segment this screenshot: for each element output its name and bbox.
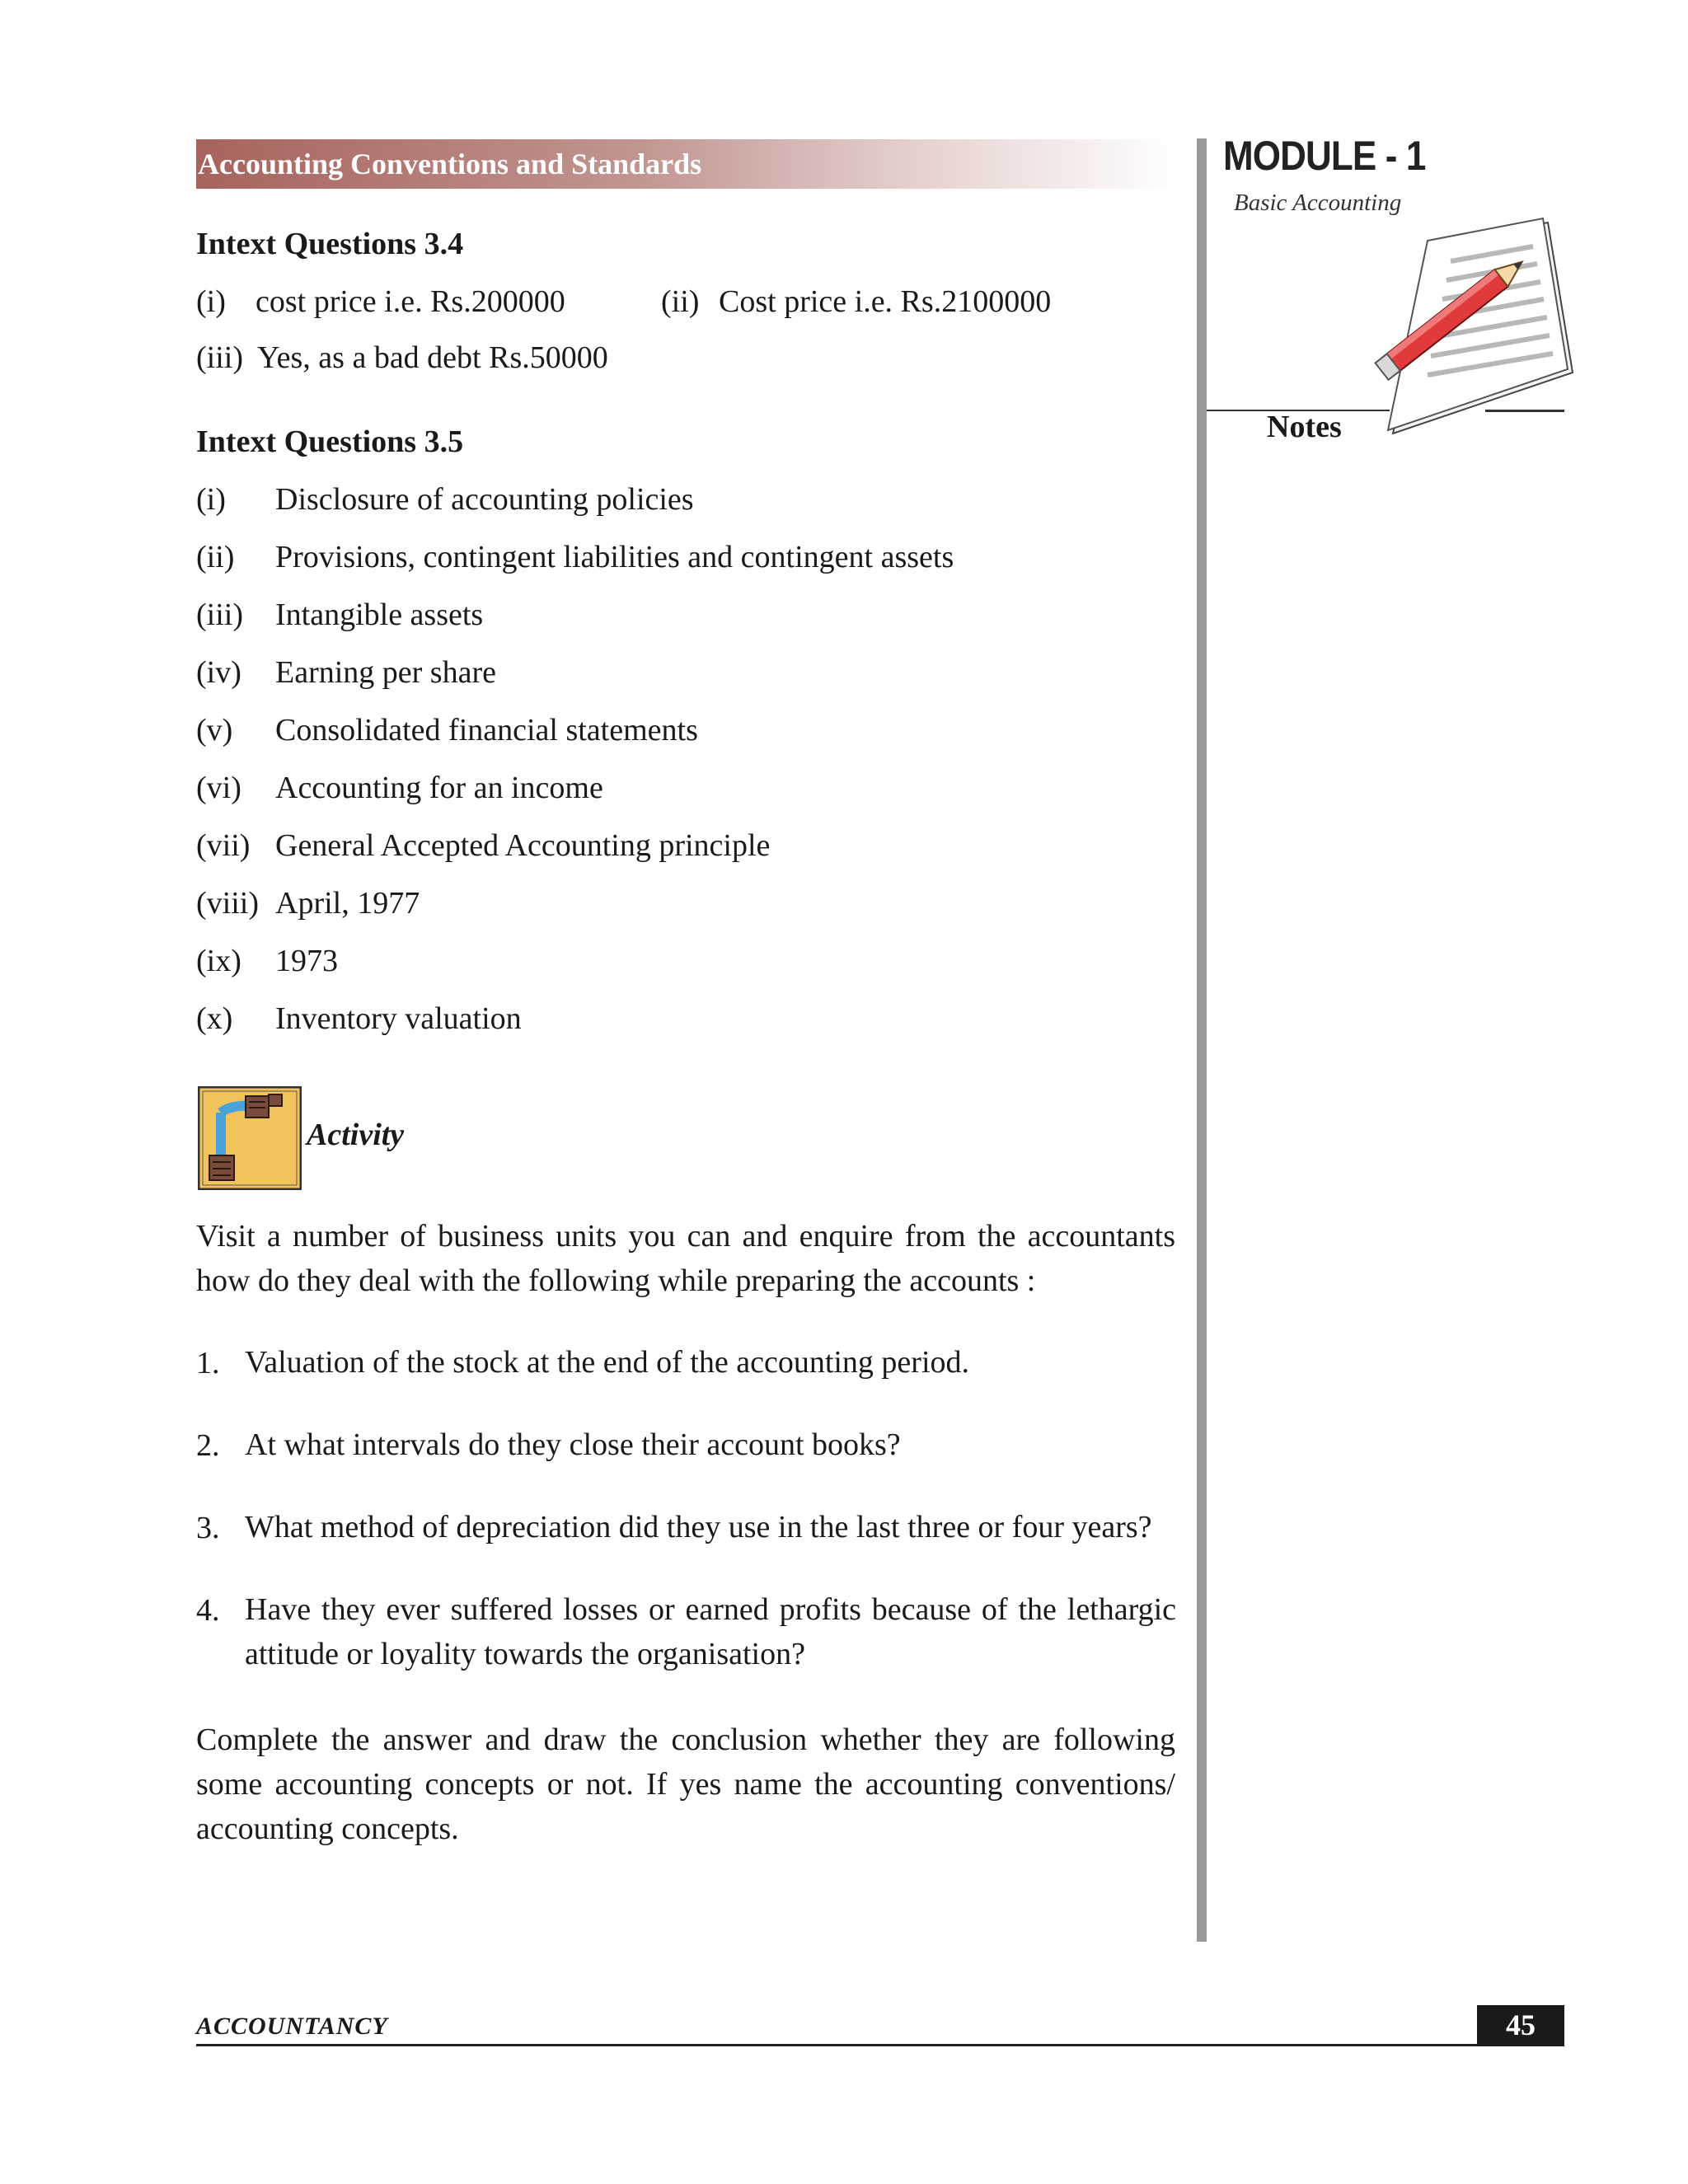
list-item-number: (i) — [196, 284, 226, 319]
list-item-text: Disclosure of accounting policies — [275, 482, 694, 517]
list-item-number: (vii) — [196, 828, 251, 863]
list-item-text: Provisions, contingent liabilities and contingent assets — [275, 540, 954, 574]
list-item-text: Inventory valuation — [275, 1001, 522, 1036]
module-subtitle: Basic Accounting — [1234, 190, 1402, 216]
list-item-number: (x) — [196, 1001, 233, 1036]
list-item-number: (i) — [196, 482, 226, 517]
activity-intro: Visit a number of business units you can and enquire from the accountants how do they deal with the following while preparing the accounts : — [196, 1219, 1175, 1298]
activity-conclusion: Complete the answer and draw the conclusion whether they are following some accounting concepts or not. If yes name the accounting conventions/ accounting concepts. — [196, 1722, 1175, 1846]
list-item-text: General Accepted Accounting principle — [275, 828, 771, 863]
footer-title: ACCOUNTANCY — [196, 2013, 388, 2040]
list-item-number: (v) — [196, 713, 233, 748]
list-item-number: 3. — [196, 1511, 220, 1545]
footer-rule — [196, 2044, 1564, 2046]
margin-divider — [1197, 138, 1207, 1942]
hand-pointing-icon — [198, 1086, 302, 1190]
list-item-text: Cost price i.e. Rs.2100000 — [719, 284, 1052, 319]
page-number: 45 — [1477, 2005, 1564, 2046]
list-item-text: What method of depreciation did they use in the last three or four years? — [245, 1510, 1152, 1544]
list-item-number: (vi) — [196, 771, 241, 805]
list-item-text: At what intervals do they close their account books? — [245, 1427, 901, 1462]
list-item-number: (ii) — [661, 284, 700, 319]
list-item-text: April, 1977 — [275, 886, 420, 921]
list-item-text: Accounting for an income — [275, 771, 603, 805]
section-header: Accounting Conventions and Standards — [196, 139, 1177, 189]
module-title: MODULE - 1 — [1223, 133, 1426, 179]
list-item-text: 1973 — [275, 944, 338, 978]
list-item-number: (iii) — [196, 340, 243, 375]
list-item-text: cost price i.e. Rs.200000 — [256, 284, 565, 319]
list-item-text: Yes, as a bad debt Rs.50000 — [257, 340, 608, 375]
list-item-text: Consolidated financial statements — [275, 713, 698, 748]
list-item-number: (iii) — [196, 598, 243, 632]
activity-label: Activity — [307, 1118, 405, 1152]
list-item-number: (ii) — [196, 540, 235, 574]
list-item-number: (ix) — [196, 944, 241, 978]
notes-label: Notes — [1267, 410, 1342, 444]
list-item-text: Valuation of the stock at the end of the accounting period. — [245, 1345, 970, 1380]
list-item-number: 1. — [196, 1346, 220, 1380]
list-item-number: (iv) — [196, 655, 241, 690]
list-item-number: 4. — [196, 1593, 220, 1628]
notepad-pencil-icon — [1360, 216, 1574, 438]
intext-34-heading: Intext Questions 3.4 — [196, 227, 464, 261]
list-item-text: Intangible assets — [275, 598, 484, 632]
list-item-text: Have they ever suffered losses or earned profits because of the lethargic attitude or loyality towards the organisation? — [245, 1592, 1176, 1671]
list-item-number: 2. — [196, 1428, 220, 1463]
list-item-number: (viii) — [196, 886, 259, 921]
intext-35-heading: Intext Questions 3.5 — [196, 424, 464, 459]
list-item-text: Earning per share — [275, 655, 496, 690]
